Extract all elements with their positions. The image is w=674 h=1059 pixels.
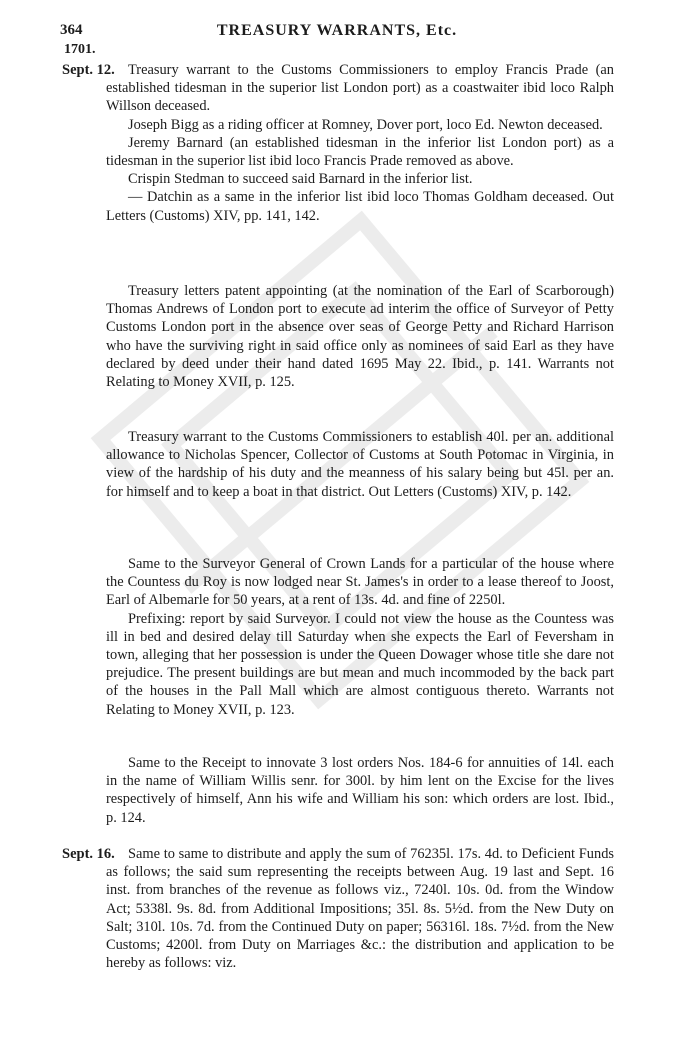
entry-letters-patent <box>106 282 614 391</box>
paragraph: Crispin Stedman to succeed said Barnard in the inferior list. <box>128 171 473 188</box>
paragraph: — Datchin as a same in the inferior list ibid loco Thomas Goldham deceased. Out Letters (Customs) XIV, pp. 141, 142. <box>106 189 614 224</box>
paragraph: Same to the Receipt to innovate 3 lost orders Nos. 184-6 for annuities of 14l. each in the name of William Willis senr. for 300l. by him lent on the Excise for the lives respectively of himself, Ann his wife and William his son: which orders are lost. Ibid., p. 124. <box>106 755 614 826</box>
entry-spencer-allowance <box>106 428 614 501</box>
entry-crown-lands <box>106 555 614 719</box>
margin-year: 1701. <box>64 42 96 57</box>
margin-date: Sept. 12. <box>62 62 115 78</box>
entry-sept-16 <box>106 845 614 972</box>
paragraph: Prefixing: report by said Surveyor. I could not view the house as the Countess was ill in bed and desired delay till Saturday when she expects the Earl of Feversham in town, alleging that her possession is under the Queen Dowager whose title she dare not prejudice. The present buildings are but mean and much incommoded by the back part of the houses in the Pall Mall which are almost contiguous thereto. Warrants not Relating to Money XVII, p. 123. <box>106 610 614 718</box>
paragraph: Jeremy Barnard (an established tidesman in the inferior list London port) as a tidesman in the superior list ibid loco Francis Prade removed as above. <box>106 134 614 170</box>
entry-sept-12 <box>106 61 614 225</box>
paragraph: Joseph Bigg as a riding officer at Romney, Dover port, loco Ed. Newton deceased. <box>128 116 603 133</box>
margin-date: Sept. 16. <box>62 846 115 862</box>
page-number: 364 <box>60 22 83 38</box>
paragraph: Treasury warrant to the Customs Commissioners to employ Francis Prade (an established tidesman in the superior list London port) as a coastwaiter ibid loco Ralph Willson deceased. <box>106 62 614 115</box>
entry-lost-orders <box>106 754 614 827</box>
paragraph: Same to same to distribute and apply the sum of 76235l. 17s. 4d. to Deficient Funds as follows; the said sum representing the receipts between Aug. 19 last and Sept. 16 inst. from branches of the revenue as follows viz., 7240l. 10s. 0d. from the Window Act; 5338l. 9s. 8d. from Additional Impositions; 35l. 8s. 5½d. from the New Duty on Salt; 310l. 10s. 7d. from the Continued Duty on paper; 56316l. 18s. 7½d. from the New Customs; 4200l. from Duty on Marriages &c.: the distribution and application to be hereby as follows: viz. <box>106 846 614 972</box>
paragraph: Same to the Surveyor General of Crown Lands for a particular of the house where the Countess du Roy is now lodged near St. James's in order to a lease thereof to Joost, Earl of Albemarle for 50 years, at a rent of 13s. 4d. and fine of 2250l. <box>106 556 614 609</box>
running-title: TREASURY WARRANTS, Etc. <box>216 22 458 39</box>
page-header <box>0 22 674 44</box>
paragraph: Treasury letters patent appointing (at the nomination of the Earl of Scarborough) Thomas Andrews of London port to execute ad interim the office of Surveyor of Petty Customs London port in the absence over seas of George Petty and Richard Harrison who have the surviving right in said office only as nominees of said Earl as they have declared by deed under their hand dated 1695 May 22. Ibid., p. 141. Warrants not Relating to Money XVII, p. 125. <box>106 283 614 391</box>
paragraph: Treasury warrant to the Customs Commissioners to establish 40l. per an. additional allowance to Nicholas Spencer, Collector of Customs at South Potomac in Virginia, in view of the hardship of his duty and the meanness of his salary being but 45l. per an. for himself and to keep a boat in that district. Out Letters (Customs) XIV, p. 142. <box>106 429 614 500</box>
